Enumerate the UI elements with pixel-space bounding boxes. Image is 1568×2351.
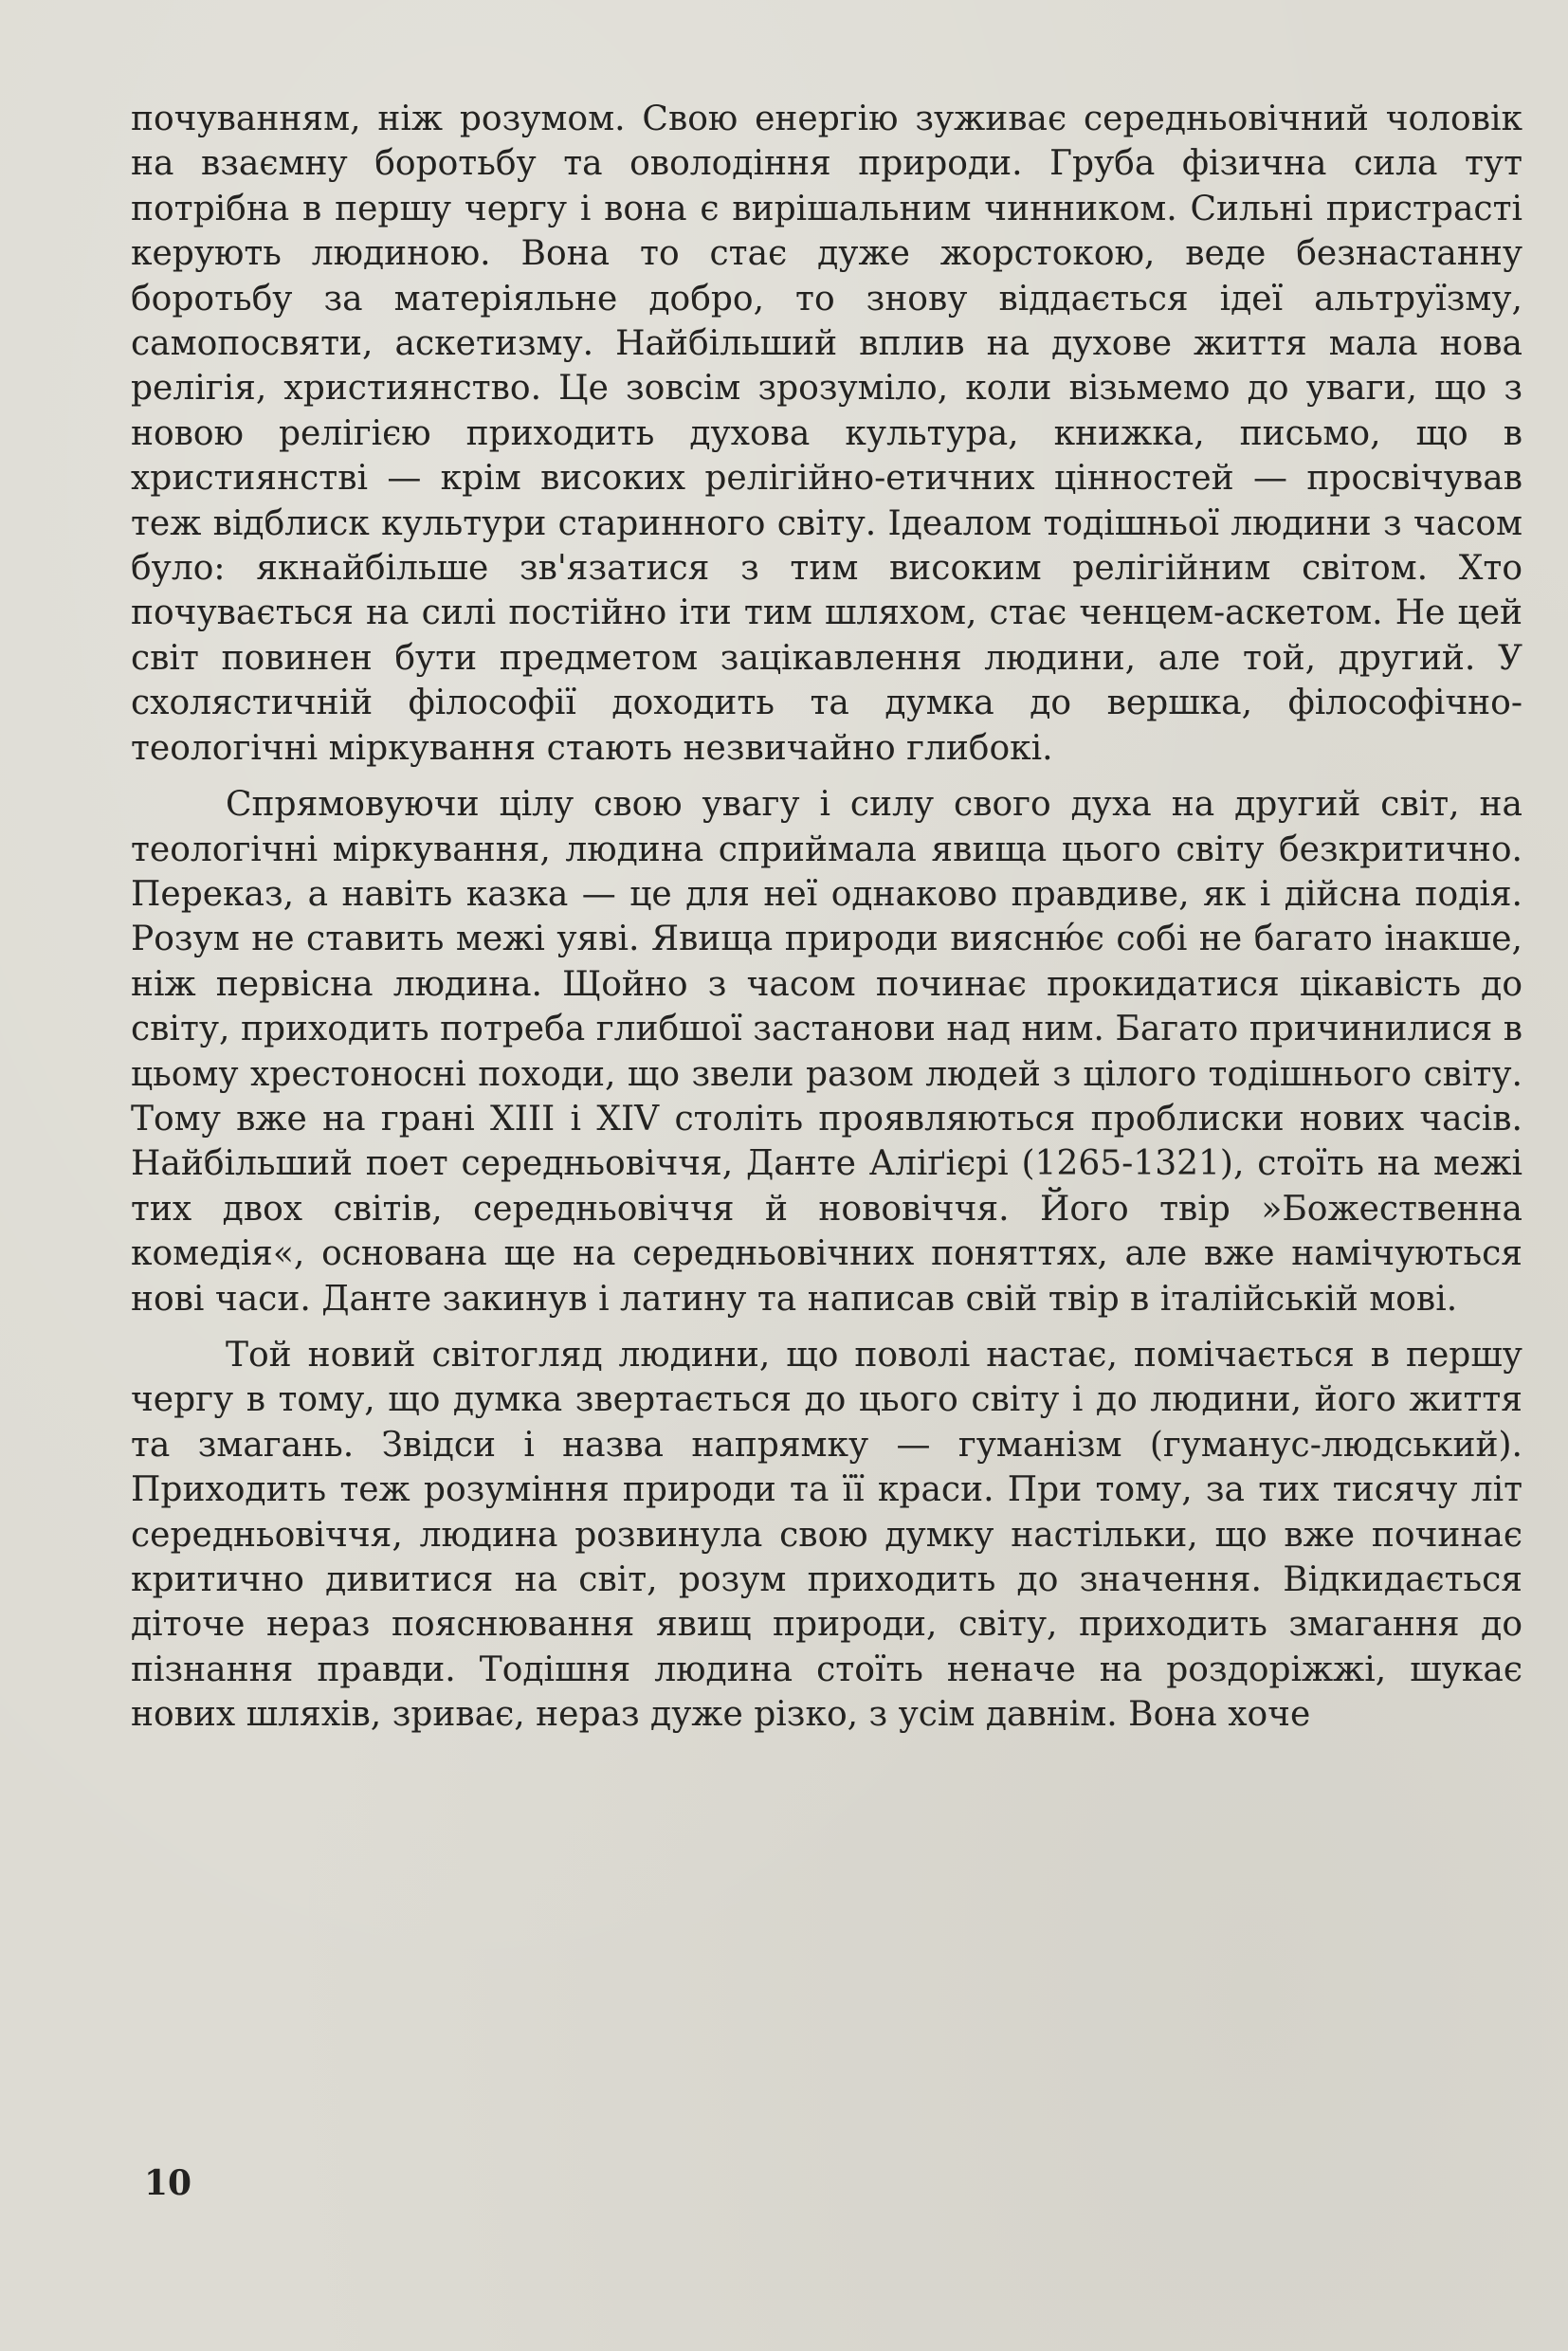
paragraph-1: почуванням, ніж розумом. Свою енергію зуживає середньовічний чоловік на взаємну боротьбу та оволодіння природи. Груба фізична сила тут потрібна в першу чергу і вона є вирішальним чинником. Сильні пристрасті керують людиною. Вона то стає дуже жорстокою, веде безнастанну боротьбу за матеріяльне добро, то знову віддається ідеї альтруїзму, самопосвяти, аскетизму. Найбільший вплив на духове життя мала нова релігія, християнство. Це зовсім зрозуміло, коли візьмемо до уваги, що з новою релігією приходить духова культура, книжка, письмо, що в християнстві — крім високих релігійно-етичних цінностей — просвічував теж відблиск культури старинного світу. Ідеалом тодішньої людини з часом було: якнайбільше зв'язатися з тим високим релігійним світом. Хто почувається на силі постійно іти тим шляхом, стає ченцем-аскетом. Не цей світ повинен бути предметом зацікавлення людини, але той, другий. У схолястичній філософії доходить та думка до вершка, філософічно-теологічні міркування стають незвичайно глибокі. [131,100,1522,768]
paragraph-3: Той новий світогляд людини, що поволі настає, помічається в першу чергу в тому, що думка звертається до цього світу і до людини, його життя та змагань. Звідси і назва напрямку — гуманізм (гуманус-людський). Приходить теж розуміння природи та її краси. При тому, за тих тисячу літ середньовіччя, людина розвинула свою думку настільки, що вже починає критично дивитися на світ, розум приходить до значення. Відкидається діточе нераз пояснювання явищ природи, світу, приходить змагання до пізнання правди. Тодішня людина стоїть неначе на роздоріжжі, шукає нових шляхів, зриває, нераз дуже різко, з усім давнім. Вона хоче [131,1335,1522,1735]
paragraph-2: Спрямовуючи цілу свою увагу і силу свого духа на другий світ, на теологічні міркування, людина сприймала явища цього світу безкритично. Переказ, а навіть казка — це для неї однаково правдиве, як і дійсна подія. Розум не ставить межі уяві. Явища природи виясню́є собі не багато інакше, ніж первісна людина. Щойно з часом починає прокидатися цікавість до світу, приходить потреба глибшої застанови над ним. Багато причинилися в цьому хрестоносні походи, що звели разом людей з цілого тодішнього світу. Тому вже на грані XIII і XIV століть проявляються проблиски нових часів. Найбільший поет середньовіччя, Данте Аліґієрі (1265-1321), стоїть на межі тих двох світів, середньовіччя й нововіччя. Його твір »Божественна комедія«, основана ще на середньовічних поняттях, але вже намічуються нові часи. Данте закинув і латину та написав свій твір в італійській мові. [131,785,1522,1319]
body-text [131,97,1522,1738]
page-number: 10 [144,2163,192,2203]
